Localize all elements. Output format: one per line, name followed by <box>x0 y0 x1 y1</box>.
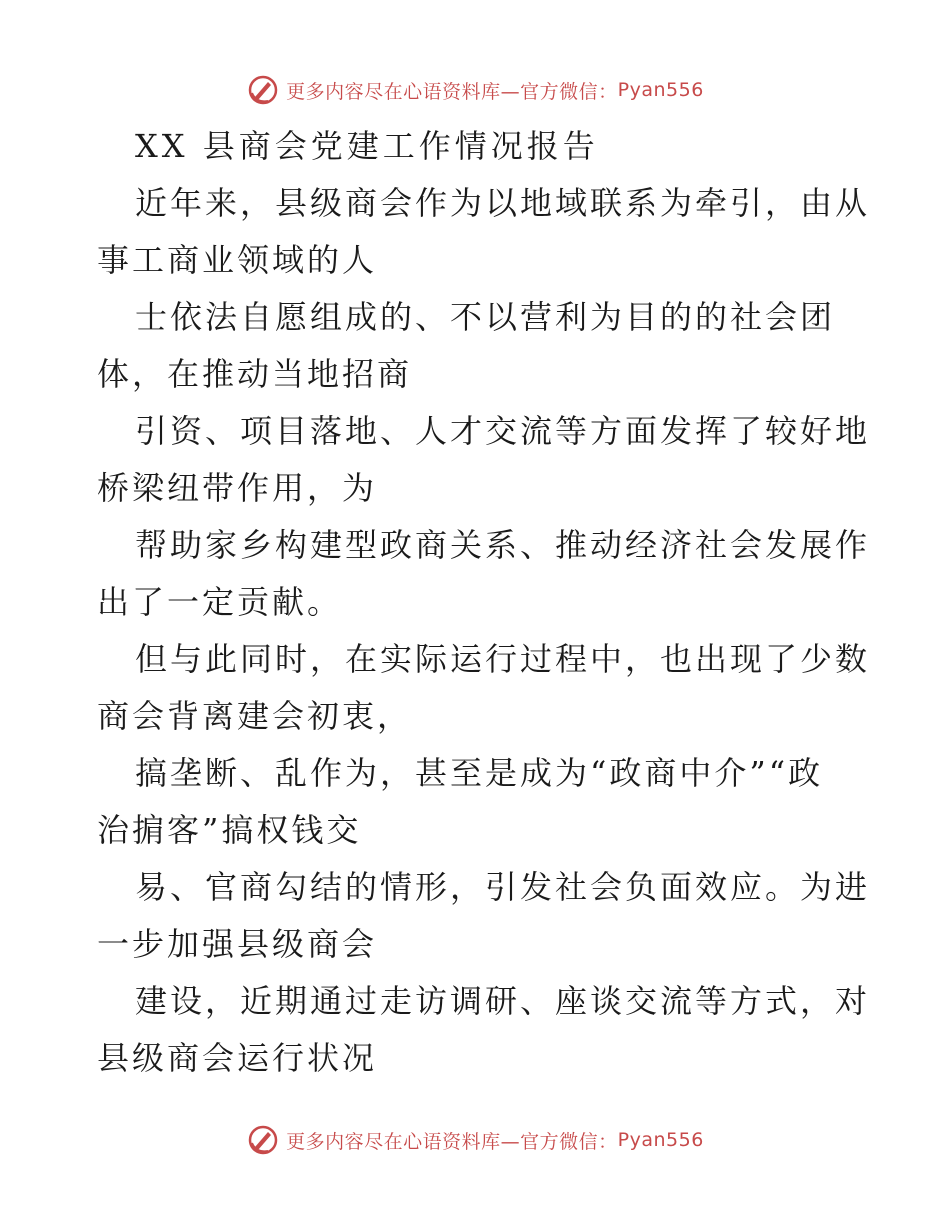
document-title: XX 县商会党建工作情况报告 <box>135 127 599 165</box>
paragraph-line: 近年来，县级商会作为以地域联系为牵引，由从 <box>135 184 871 222</box>
paragraph-line: 士依法自愿组成的、不以营利为目的的社会团 <box>135 298 836 336</box>
banner-wechat-id: Pyan556 <box>617 1129 704 1151</box>
banner-wechat-id: Pyan556 <box>617 79 704 101</box>
banner-text: 更多内容尽在心语资料库—官方微信： <box>286 1130 618 1153</box>
paragraph-line: 但与此同时，在实际运行过程中，也出现了少数 <box>135 640 871 678</box>
paragraph-line: 商会背离建会初衷， <box>97 697 413 735</box>
paragraph-line: 易、官商勾结的情形，引发社会负面效应。为进 <box>135 868 871 906</box>
paragraph-line: 建设，近期通过走访调研、座谈交流等方式，对 <box>135 982 871 1020</box>
paragraph-line: 桥梁纽带作用，为 <box>97 469 378 507</box>
paragraph-line: 引资、项目落地、人才交流等方面发挥了较好地 <box>135 412 871 450</box>
banner-text: 更多内容尽在心语资料库—官方微信： <box>286 80 618 103</box>
paragraph-line: 事工商业领域的人 <box>97 241 378 279</box>
document-body <box>97 118 871 1087</box>
paragraph-line: 体，在推动当地招商 <box>97 355 413 393</box>
paragraph-line: 一步加强县级商会 <box>97 925 378 963</box>
pen-swirl-icon <box>246 1123 280 1157</box>
paragraph-line: 搞垄断、乱作为，甚至是成为“政商中介”“政 <box>135 754 824 792</box>
paragraph-line: 治掮客”搞权钱交 <box>97 811 362 849</box>
footer-watermark-banner <box>0 1120 950 1160</box>
paragraph-line: 县级商会运行状况 <box>97 1039 378 1077</box>
pen-swirl-icon <box>246 73 280 107</box>
header-watermark-banner <box>0 70 950 110</box>
paragraph-line: 帮助家乡构建型政商关系、推动经济社会发展作 <box>135 526 871 564</box>
paragraph-line: 出了一定贡献。 <box>97 583 343 621</box>
